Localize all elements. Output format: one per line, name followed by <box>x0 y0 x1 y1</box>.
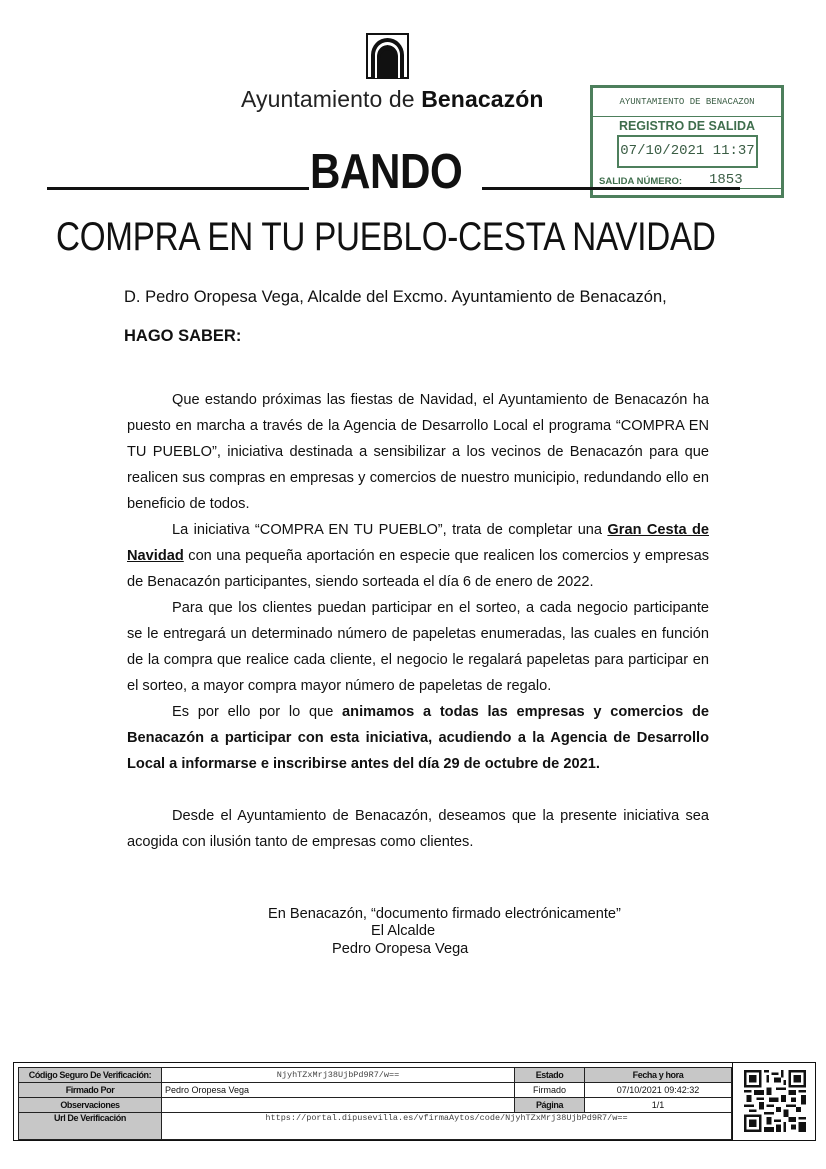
registry-stamp <box>590 85 784 198</box>
signature-role: El Alcalde <box>371 923 436 939</box>
page-subtitle: COMPRA EN TU PUEBLO-CESTA NAVIDAD <box>56 215 716 259</box>
qr-code-icon <box>743 1070 807 1132</box>
stamp-datetime: 07/10/2021 11:37 <box>617 135 758 168</box>
url-label: Url De Verificación <box>19 1113 162 1140</box>
title-rule-right <box>482 187 740 190</box>
stamp-number-label: SALIDA NÚMERO: <box>599 176 683 187</box>
intro-line: D. Pedro Oropesa Vega, Alcalde del Excmo. Ayuntamiento de Benacazón, <box>124 288 667 306</box>
signature-place: En Benacazón, “documento firmado electrónicamente” <box>268 906 621 922</box>
observaciones-label: Observaciones <box>19 1098 162 1113</box>
estado-value: Firmado <box>515 1083 585 1098</box>
paragraph-3: Para que los clientes puedan participar en el sorteo, a cada negocio participante se le entregará un determinado número de papeletas enumeradas, las cuales en función de la compra que realice cada cliente, el negocio le regalará papeletas para participar en el sorteo, a mayor compra mayor número de papeletas de regalo. <box>127 600 709 694</box>
verification-table <box>18 1067 732 1140</box>
highlight-gran-cesta: Gran Cesta de Navidad <box>127 522 709 564</box>
paragraph-1: Que estando próximas las fiestas de Navidad, el Ayuntamiento de Benacazón ha puesto en marcha a través de la Agencia de Desarrollo Local el programa “COMPRA EN TU PUEBLO”, iniciativa destinada a sensibilizar a los vecinos de Benacazón para que realicen sus compras en empresas y comercios de nuestro municipio, redundando ello en beneficio de todos. <box>127 392 709 512</box>
paragraph-4: Es por ello por lo que animamos a todas las empresas y comercios de Benacazón a participar con esta iniciativa, acudiendo a la Agencia de Desarrollo Local a informarse e inscribirse antes del día 29 de octubre de 2021. <box>127 704 709 772</box>
url-value[interactable]: https://portal.dipusevilla.es/vfirmaAytos/code/NjyhTZxMrj38UjbPd9R7/w== <box>162 1113 732 1140</box>
paragraph-5: Desde el Ayuntamiento de Benacazón, deseamos que la presente iniciativa sea acogida con ilusión tanto de empresas como clientes. <box>127 808 709 850</box>
stamp-org: AYUNTAMIENTO DE BENACAZON <box>593 88 781 117</box>
pagina-value: 1/1 <box>585 1098 732 1113</box>
firmado-por-value: Pedro Oropesa Vega <box>162 1083 515 1098</box>
title-rule-left <box>47 187 309 190</box>
paragraph-2: La iniciativa “COMPRA EN TU PUEBLO”, trata de completar una Gran Cesta de Navidad con una pequeña aportación en especie que realicen los comercios y empresas de Benacazón participantes, siendo sorteada el día 6 de enero de 2022. <box>127 522 709 590</box>
csv-label: Código Seguro De Verificación: <box>19 1068 162 1083</box>
qr-container <box>732 1063 816 1140</box>
signature-name: Pedro Oropesa Vega <box>332 941 469 957</box>
stamp-number: 1853 <box>709 172 743 188</box>
document-body <box>127 387 709 855</box>
arch-emblem-icon <box>366 33 409 79</box>
stamp-title: REGISTRO DE SALIDA <box>618 119 756 133</box>
hago-saber-heading: HAGO SABER: <box>124 327 242 345</box>
page-title: BANDO <box>310 145 463 199</box>
fecha-label: Fecha y hora <box>585 1068 732 1083</box>
pagina-label: Página <box>515 1098 585 1113</box>
municipality-logo-text: Ayuntamiento de Benacazón <box>241 86 544 112</box>
fecha-value: 07/10/2021 09:42:32 <box>585 1083 732 1098</box>
verification-footer <box>13 1062 816 1141</box>
csv-value: NjyhTZxMrj38UjbPd9R7/w== <box>162 1068 515 1083</box>
firmado-por-label: Firmado Por <box>19 1083 162 1098</box>
estado-label: Estado <box>515 1068 585 1083</box>
observaciones-value <box>162 1098 515 1113</box>
